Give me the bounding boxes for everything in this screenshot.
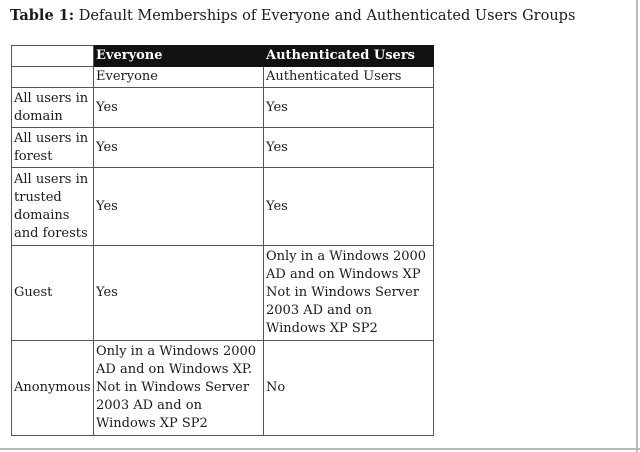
everyone-cell: Yes [94,246,264,341]
row-label-cell: All users in forest [12,128,94,168]
header-cell-everyone: Everyone [94,46,264,67]
everyone-cell: Only in a Windows 2000 AD and on Windows XP. Not in Windows Server 2003 AD and on Windows XP SP2 [94,341,264,436]
frame-edge-right [636,0,638,452]
everyone-cell: Yes [94,88,264,128]
authenticated-users-cell: Yes [264,168,434,246]
table-row [12,246,434,341]
subheader-cell-everyone: Everyone [94,67,264,88]
header-cell-authenticated-users: Authenticated Users [264,46,434,67]
authenticated-users-cell: Only in a Windows 2000 AD and on Windows XP Not in Windows Server 2003 AD and on Windows XP SP2 [264,246,434,341]
authenticated-users-cell: Yes [264,88,434,128]
row-label-cell: Guest [12,246,94,341]
row-label-cell: All users in domain [12,88,94,128]
table-subheader-row [12,67,434,88]
table-caption-text: Default Memberships of Everyone and Authenticated Users Groups [74,8,576,24]
table-row [12,128,434,168]
authenticated-users-cell: Yes [264,128,434,168]
table-caption-label: Table 1: [10,7,75,24]
table-row [12,341,434,436]
row-label-cell: Anonymous [12,341,94,436]
everyone-cell: Yes [94,168,264,246]
table-caption [10,6,575,26]
header-cell-corner [12,46,94,67]
memberships-table [11,45,434,436]
row-label-cell: All users in trusted domains and forests [12,168,94,246]
subheader-cell-authenticated-users: Authenticated Users [264,67,434,88]
table-row [12,88,434,128]
frame-edge-bottom [0,448,640,450]
authenticated-users-cell: No [264,341,434,436]
table-header-row [12,46,434,67]
table-row [12,168,434,246]
subheader-cell-corner [12,67,94,88]
everyone-cell: Yes [94,128,264,168]
